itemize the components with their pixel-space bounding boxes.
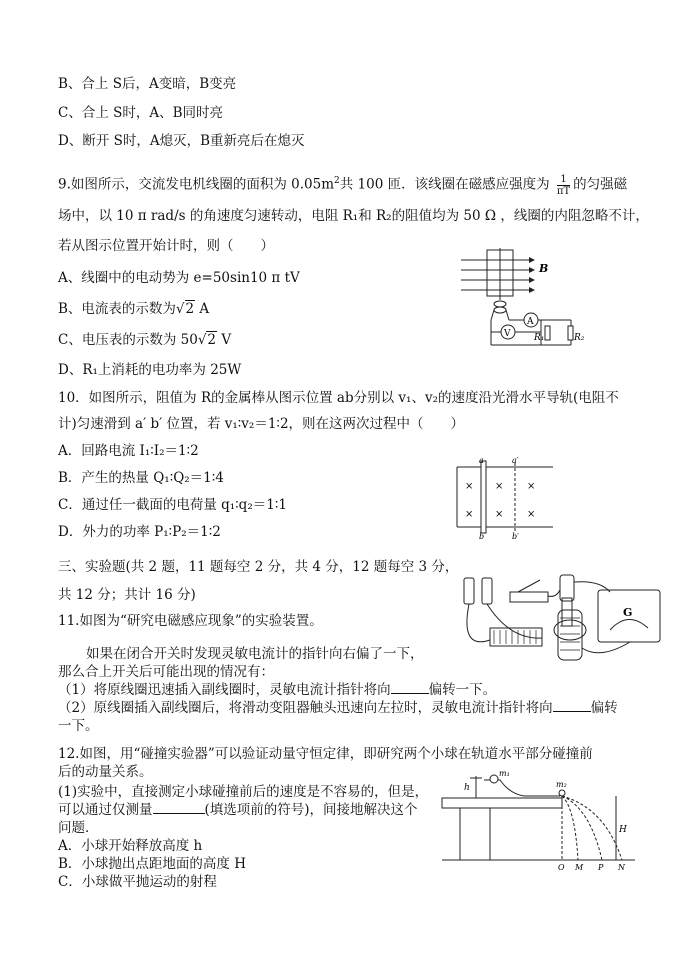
section3-heading-line1: 三、实验题(共 2 题，11 题每空 2 分，共 4 分，12 题每空 3 分， [58, 559, 459, 575]
field-label-b: B [539, 262, 549, 275]
galvanometer-label: G [623, 606, 633, 619]
q10-stem-line1: 10．如图所示，阻值为 R的金属棒从图示位置 ab分别以 v₁、v₂的速度沿光滑水平导轨(电阻不 [58, 390, 619, 406]
q11-blank-2[interactable] [553, 699, 591, 712]
field-cross: × [465, 509, 474, 520]
q12-option-a: A．小球开始释放高度 h [58, 838, 203, 854]
q9-option-a: A、线圈中的电动势为 e=50sin10 π tV [58, 270, 300, 286]
point-m-label: M [575, 863, 584, 872]
q11-apparatus-diagram [450, 570, 672, 665]
q8-option-d: D、断开 S时，A熄灭，B重新亮后在熄灭 [58, 133, 305, 149]
ball-m1-label: m₁ [499, 769, 510, 778]
rod-label-a-prime: a′ [512, 456, 519, 465]
q9-generator-diagram [455, 248, 585, 358]
q11-part2-end: 一下。 [58, 718, 99, 734]
rod-label-b-prime: b′ [512, 532, 519, 540]
q12-option-b: B．小球抛出点距地面的高度 H [58, 856, 246, 872]
q12-stem-line1: 12.如图，用“碰撞实验器”可以验证动量守恒定律，即研究两个小球在轨道水平部分碰撞前 [58, 746, 593, 762]
q11-title: 11.如图为“研究电磁感应现象”的实验装置。 [58, 613, 323, 629]
q12-part1-line1: (1)实验中，直接测定小球碰撞前后的速度是不容易的，但是， [58, 784, 429, 800]
q11-line1: 如果在闭合开关时发现灵敏电流计的指针向右偏了一下， [86, 646, 424, 662]
q8-option-c: C、合上 S时，A、B同时亮 [58, 105, 224, 121]
q9-option-d: D、R₁上消耗的电功率为 25W [58, 362, 242, 378]
field-cross: × [465, 481, 474, 492]
q9-option-b: B、电流表的示数为√2 A [58, 301, 210, 317]
q11-part2: （2）原线圈插入副线圈后，将滑动变阻器触头迅速向左拉时，灵敏电流计指针将向 偏转 [58, 700, 618, 716]
ammeter-label: A [527, 317, 534, 327]
q12-collision-diagram [440, 768, 640, 873]
field-cross: × [495, 481, 504, 492]
rod-label-a: a [479, 456, 484, 465]
voltmeter-label: V [504, 329, 511, 339]
q10-stem-line2: 计)匀速滑到 a′ b′ 位置，若 v₁∶v₂＝1∶2，则在这两次过程中（ ） [58, 416, 465, 432]
q9-stem-line3: 若从图示位置开始计时，则（ ） [58, 238, 274, 254]
q9-fraction: $\frac{1}{\pi T}$ [556, 173, 571, 197]
q9-stem-line1: 9.如图所示，交流发电机线圈的面积为 $0.05m^2$共 100 匝．该线圈在磁感应强度为 $\frac{1}{\pi T}$ 的匀强磁 [58, 173, 628, 197]
q10-option-a: A．回路电流 I₁∶I₂＝1∶2 [58, 443, 199, 459]
rod-label-b: b [479, 532, 485, 540]
q12-blank-1[interactable] [153, 801, 205, 814]
field-cross: × [495, 509, 504, 520]
point-o-label: O [558, 863, 565, 872]
field-cross: × [527, 509, 536, 520]
q11-part1: （1）将原线圈迅速插入副线圈时，灵敏电流计指针将向 偏转一下。 [58, 682, 497, 698]
ball-m2-label: m₂ [556, 780, 567, 789]
height-H-label: H [619, 825, 627, 835]
q10-option-d: D．外力的功率 P₁∶P₂＝1∶2 [58, 524, 221, 540]
q8-option-b: B、合上 S后，A变暗，B变亮 [58, 76, 237, 92]
resistor-r2-label: R₂ [574, 333, 585, 343]
resistor-r1-label: R₁ [534, 333, 545, 343]
q12-part1-line3: 问题． [58, 820, 99, 836]
q12-option-c: C．小球做平抛运动的射程 [58, 874, 217, 890]
point-n-label: N [618, 863, 625, 872]
height-h-label: h [464, 783, 470, 793]
point-p-label: P [598, 863, 604, 872]
q9-option-c: C、电压表的示数为 50√2 V [58, 332, 232, 348]
q10-rails-diagram [455, 455, 555, 540]
field-cross: × [527, 481, 536, 492]
section3-heading-line2: 共 12 分；共计 16 分) [58, 587, 196, 603]
q12-stem-line2: 后的动量关系。 [58, 764, 153, 780]
q11-line2: 那么合上开关后可能出现的情况有： [58, 664, 274, 680]
q11-blank-1[interactable] [391, 681, 429, 694]
q9-stem-line2: 场中，以 10 π rad/s 的角速度匀速转动，电阻 R₁和 R₂的阻值均为 50 Ω ，线圈的内阻忽略不计， [58, 208, 649, 224]
q12-part1-line2: 可以通过仅测量 (填选项前的符号)，间接地解决这个 [58, 802, 418, 818]
q10-option-c: C．通过任一截面的电荷量 q₁∶q₂＝1∶1 [58, 497, 287, 513]
q10-option-b: B．产生的热量 Q₁∶Q₂＝1∶4 [58, 470, 224, 486]
